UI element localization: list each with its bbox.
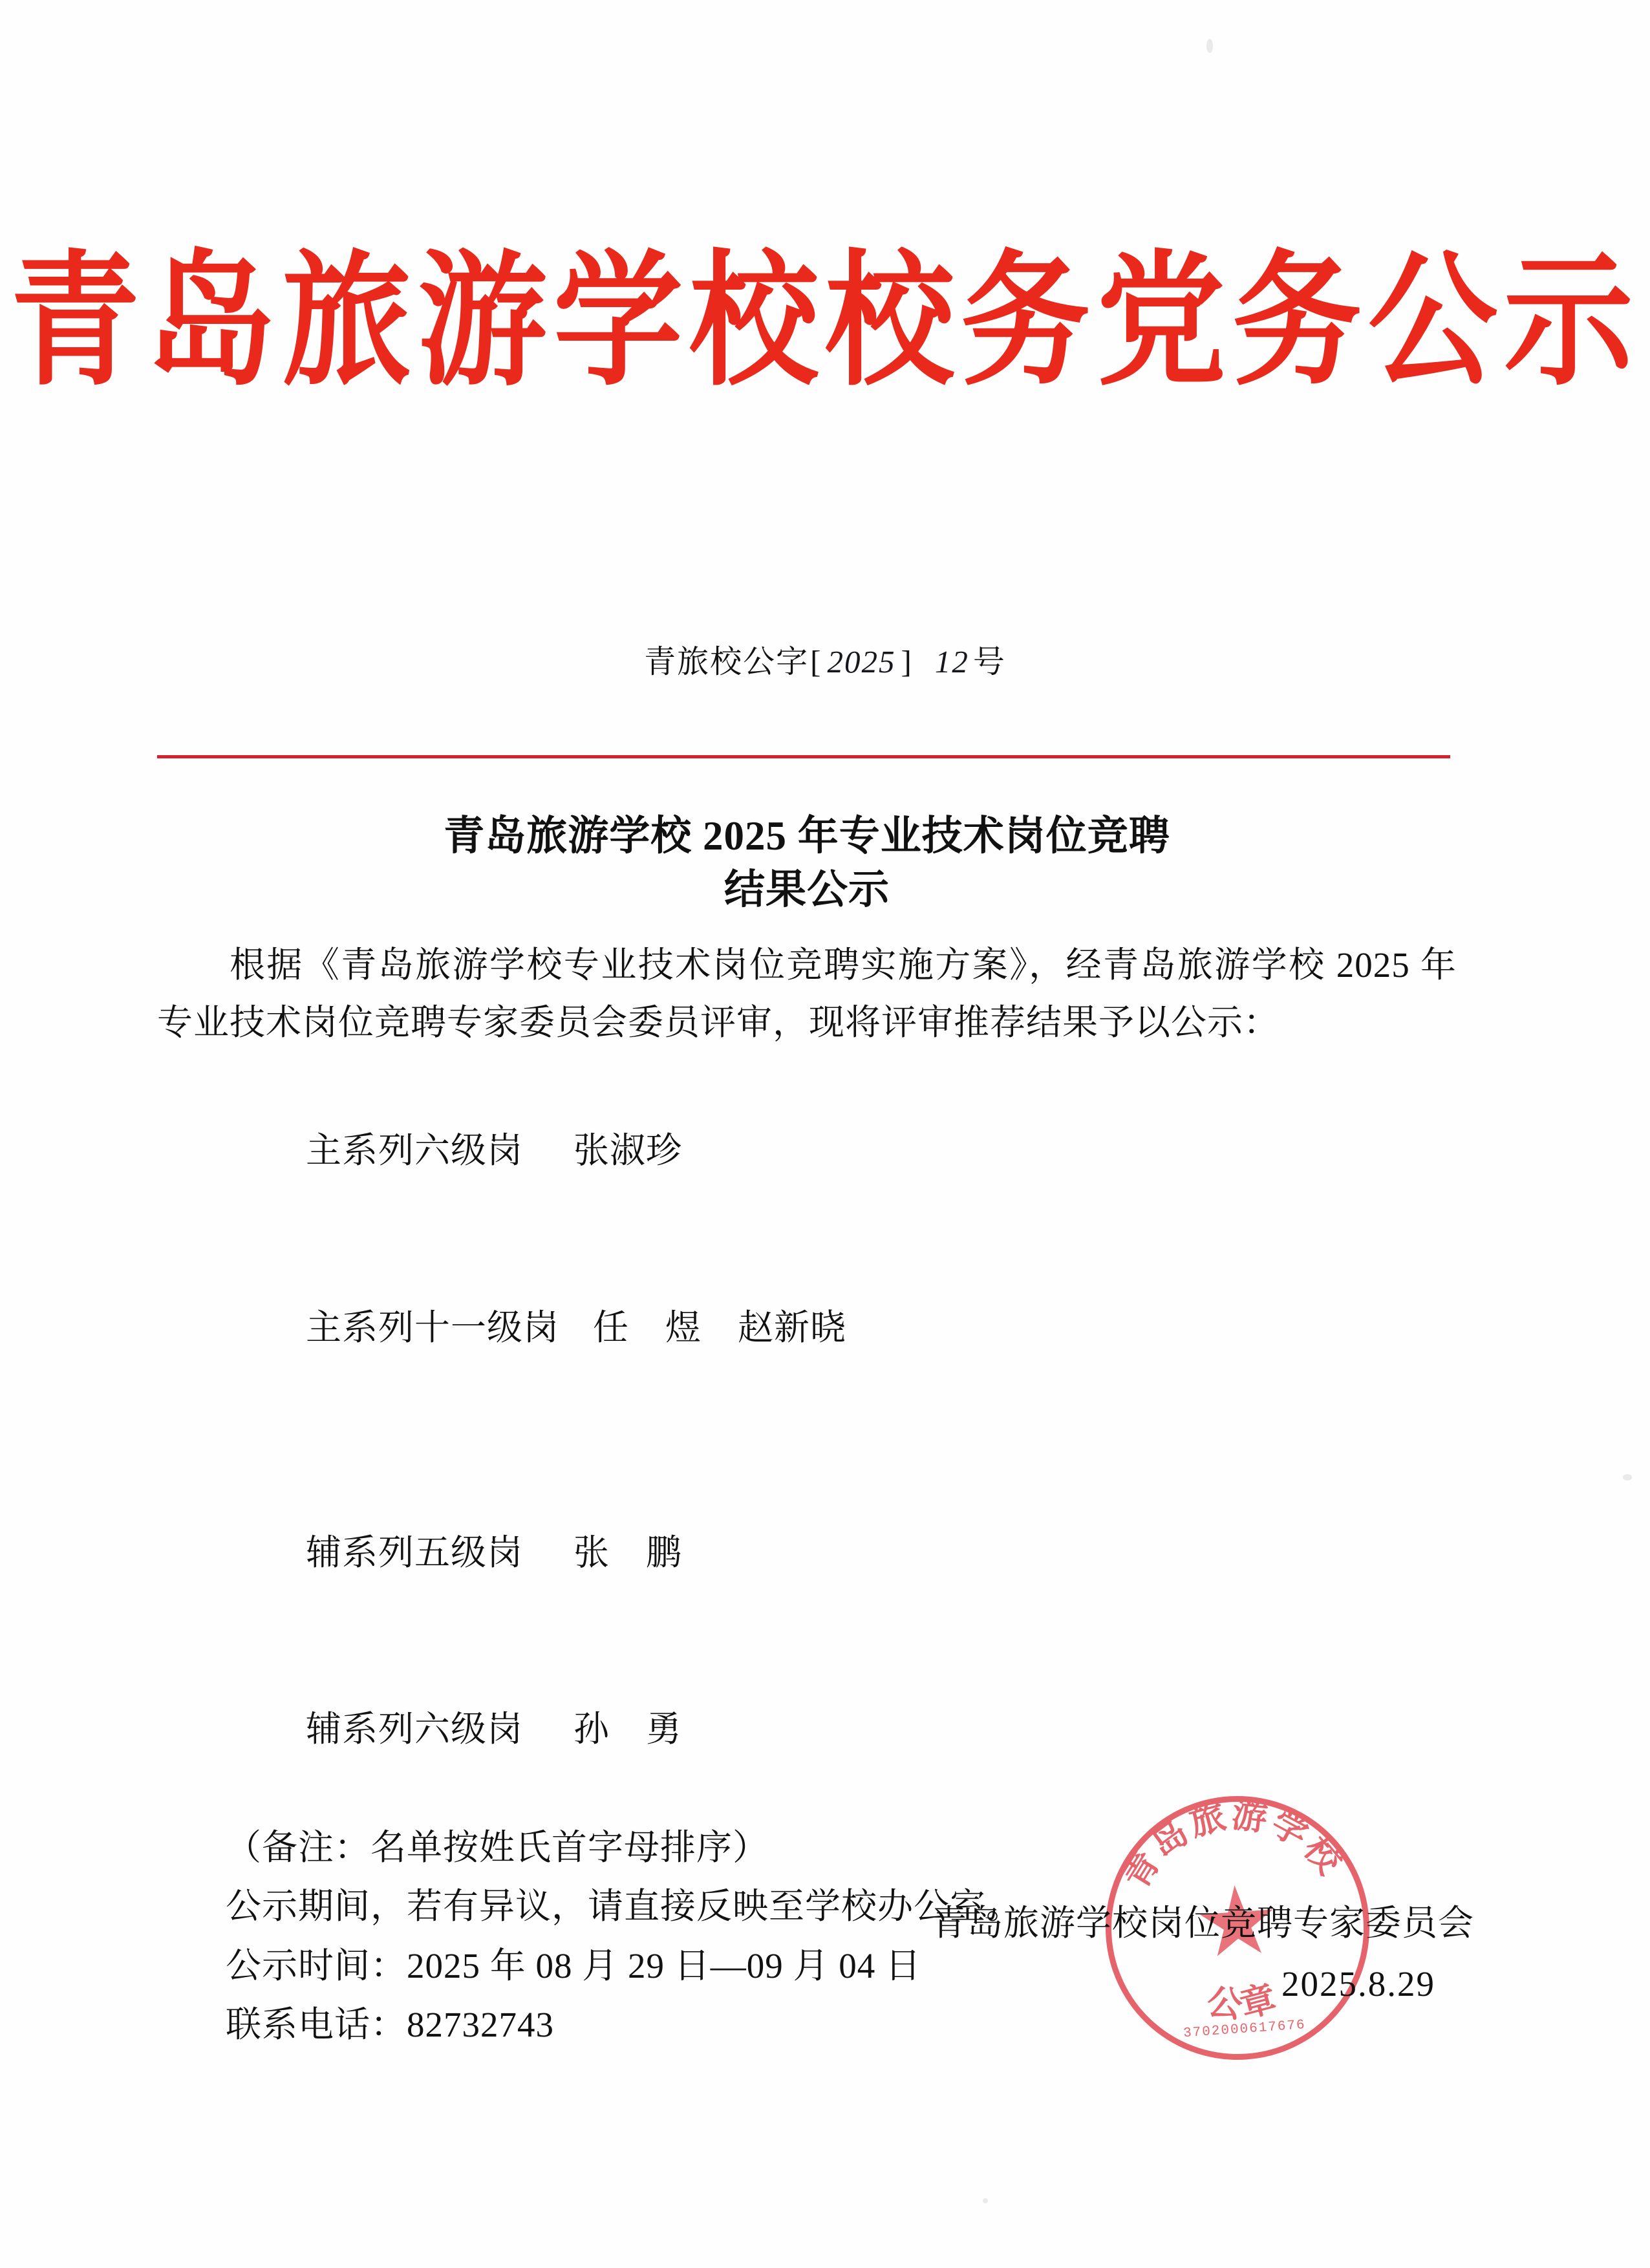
scan-artifact [983,2198,988,2203]
signature-block [0,1894,1474,2004]
document-number-line [0,637,1650,682]
appointment-post: 主系列六级岗 [306,1130,524,1170]
appointment-post: 辅系列六级岗 [306,1709,524,1749]
list-item [157,1464,1457,1641]
seal-top-text: 青岛旅游学校 [1115,1794,1351,1896]
appointment-list [157,1062,1457,1819]
doc-number-suffix: 号 [972,644,1006,679]
contact-phone-value: 82732743 [407,2004,555,2044]
appointment-names: 张 鹏 [573,1532,683,1572]
list-gap [157,1416,1457,1464]
seal-bottom-text: 公章 [1205,1977,1283,2026]
doc-number-prefix: 青旅校公字 [644,644,809,679]
scan-artifact [1206,39,1213,53]
subject-line-2: 结果公示 [724,867,890,913]
appointment-post: 辅系列五级岗 [306,1532,524,1572]
appointment-names: 任 煜 赵新晓 [593,1307,847,1347]
signing-date: 2025.8.29 [1281,1964,1435,2004]
scan-artifact [1623,1474,1632,1481]
contact-phone-label: 联系电话： [226,2004,407,2044]
list-item [157,1239,1457,1416]
appointment-names: 孙 勇 [573,1709,683,1749]
document-subject [157,809,1457,917]
masthead-title: 青岛旅游学校校务党务公示 [10,242,1640,403]
objection-note: 公示期间，若有异议，请直接反映至学校办公室。 [226,1887,1023,1927]
publicity-period-label: 公示时间： [226,1945,407,1985]
doc-number-serial: 12 [934,644,969,679]
list-item [157,1062,1457,1239]
subject-line-1: 青岛旅游学校 2025 年专业技术岗位竞聘 [444,813,1170,859]
intro-paragraph: 根据《青岛旅游学校专业技术岗位竞聘实施方案》，经青岛旅游学校 2025 年专业技术岗位竞聘专家委员会委员评审，现将评审推荐结果予以公示： [157,945,1457,1043]
publicity-period-value: 2025 年 08 月 29 日—09 月 04 日 [407,1945,922,1985]
masthead [0,242,1650,403]
list-item [157,1641,1457,1818]
seal-code: 3702000617676 [1183,2018,1307,2042]
doc-number-year: 2025 [827,644,896,679]
appointment-post: 主系列十一级岗 [306,1307,560,1347]
doc-number-bracket-open: [ [810,644,822,679]
appointment-names: 张淑珍 [573,1130,683,1170]
ordering-note: （备注：名单按姓氏首字母排序） [226,1828,769,1868]
doc-number-bracket-close: ] [901,644,913,679]
red-divider-rule [157,755,1450,758]
signing-organization: 青岛旅游学校岗位竞聘专家委员会 [930,1903,1474,1943]
